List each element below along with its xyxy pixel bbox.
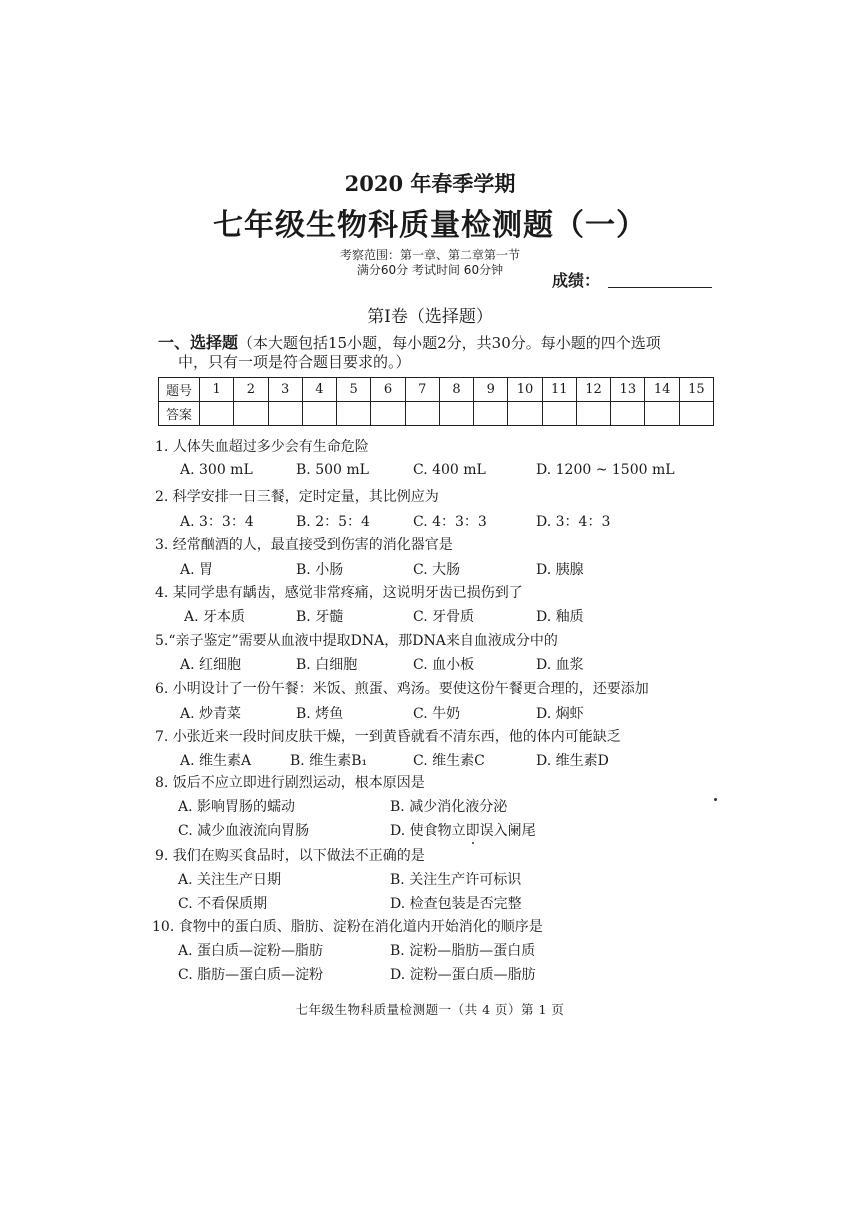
question-3-option-c: C. 大肠: [413, 562, 461, 578]
question-8-option-b: B. 减少消化液分泌: [390, 799, 508, 815]
question-8-stem: 8. 饭后不应立即进行剧烈运动，根本原因是: [155, 775, 425, 791]
question-9-option-c: C. 不看保质期: [178, 896, 268, 912]
question-9-option-a: A. 关注生产日期: [178, 872, 282, 888]
question-9-stem: 9. 我们在购买食品时，以下做法不正确的是: [155, 848, 425, 864]
question-3-option-b: B. 小肠: [296, 562, 344, 578]
question-5-stem: 5.“亲子鉴定”需要从血液中提取DNA，那DNA来自血液成分中的: [155, 633, 558, 649]
number-cell: 5: [337, 378, 371, 402]
question-2-option-d: D. 3：4：3: [536, 514, 611, 530]
answer-cell[interactable]: [405, 402, 439, 426]
question-6-option-c: C. 牛奶: [413, 706, 461, 722]
question-8-option-a: A. 影响胃肠的蠕动: [178, 799, 296, 815]
number-cell: 11: [542, 378, 576, 402]
answer-cell[interactable]: [645, 402, 679, 426]
number-cell: 6: [371, 378, 405, 402]
question-5-option-c: C. 血小板: [413, 657, 475, 673]
number-cell: 2: [234, 378, 268, 402]
question-3-stem: 3. 经常酗酒的人，最直接受到伤害的消化器官是: [155, 537, 453, 553]
question-4-stem: 4. 某同学患有龋齿，感觉非常疼痛，这说明牙齿已损伤到了: [155, 585, 523, 601]
question-2-stem: 2. 科学安排一日三餐，定时定量，其比例应为: [155, 489, 439, 505]
question-8-option-c: C. 减少血液流向胃肠: [178, 823, 310, 839]
question-9-option-b: B. 关注生产许可标识: [390, 872, 522, 888]
row-label-number: 题号: [159, 378, 200, 402]
number-cell: 12: [576, 378, 610, 402]
part-title: 第Ⅰ卷（选择题）: [367, 307, 493, 327]
question-4-option-c: C. 牙骨质: [413, 609, 475, 625]
answer-cell[interactable]: [439, 402, 473, 426]
section-label: 一、选择题: [158, 333, 239, 352]
question-9-option-d: D. 检查包装是否完整: [390, 896, 522, 912]
question-4-option-b: B. 牙髓: [296, 609, 344, 625]
question-1-option-c: C. 400 mL: [413, 462, 486, 478]
question-6-stem: 6. 小明设计了一份午餐：米饭、煎蛋、鸡汤。要使这份午餐更合理的，还要添加: [155, 681, 649, 697]
answer-cell[interactable]: [200, 402, 234, 426]
question-4-option-a: A. 牙本质: [184, 609, 246, 625]
number-cell: 15: [679, 378, 713, 402]
question-4-option-d: D. 釉质: [536, 609, 584, 625]
question-6-option-a: A. 炒青菜: [180, 706, 242, 722]
question-10-option-a: A. 蛋白质—淀粉—脂肪: [178, 943, 324, 959]
page-footer: 七年级生物科质量检测题一（共 4 页）第 1 页: [295, 1002, 565, 1017]
answer-table: [158, 377, 714, 426]
number-cell: 9: [474, 378, 508, 402]
question-5-option-a: A. 红细胞: [180, 657, 242, 673]
question-2-option-c: C. 4：3：3: [413, 514, 487, 530]
scan-speck: [472, 842, 474, 844]
page-title: 七年级生物科质量检测题（一）: [213, 208, 647, 243]
answer-cell[interactable]: [542, 402, 576, 426]
year-title: 2020 年春季学期: [344, 171, 516, 196]
exam-time-info: 满分60分 考试时间 60分钟: [356, 263, 504, 277]
answer-cell[interactable]: [234, 402, 268, 426]
question-3-option-d: D. 胰腺: [536, 562, 584, 578]
number-cell: 7: [405, 378, 439, 402]
question-5-option-d: D. 血浆: [536, 657, 584, 673]
row-label-answer: 答案: [159, 402, 200, 426]
question-10-option-b: B. 淀粉—脂肪—蛋白质: [390, 943, 536, 959]
number-cell: 10: [508, 378, 542, 402]
number-cell: 14: [645, 378, 679, 402]
section-instruction-2: 中，只有一项是符合题目要求的。）: [178, 353, 411, 371]
question-1-option-b: B. 500 mL: [296, 462, 369, 478]
question-5-option-b: B. 白细胞: [296, 657, 358, 673]
question-7-option-a: A. 维生素A: [180, 753, 252, 769]
score-label: 成绩：: [552, 271, 601, 290]
question-3-option-a: A. 胃: [180, 562, 214, 578]
question-2-option-a: A. 3：3：4: [180, 514, 254, 530]
answer-cell[interactable]: [268, 402, 302, 426]
question-7-stem: 7. 小张近来一段时间皮肤干燥，一到黄昏就看不清东西，他的体内可能缺乏: [155, 729, 621, 745]
question-6-option-b: B. 烤鱼: [296, 706, 344, 722]
question-1-option-d: D. 1200 ~ 1500 mL: [536, 462, 675, 478]
question-7-option-b: B. 维生素B₁: [290, 753, 368, 769]
answer-cell[interactable]: [576, 402, 610, 426]
answer-cell[interactable]: [611, 402, 645, 426]
section-heading: [158, 333, 718, 372]
number-cell: 8: [439, 378, 473, 402]
number-cell: 3: [268, 378, 302, 402]
question-10-stem: 10. 食物中的蛋白质、脂肪、淀粉在消化道内开始消化的顺序是: [152, 919, 543, 935]
exam-scope: 考察范围：第一章、第二章第一节: [339, 248, 520, 262]
answer-table-row-numbers: [159, 378, 714, 402]
question-6-option-d: D. 焖虾: [536, 706, 584, 722]
answer-cell[interactable]: [371, 402, 405, 426]
question-1-stem: 1. 人体失血超过多少会有生命危险: [155, 439, 369, 455]
number-cell: 13: [611, 378, 645, 402]
scan-speck: [714, 798, 717, 801]
number-cell: 4: [302, 378, 336, 402]
section-instruction-1: （本大题包括15小题，每小题2分，共30分。每小题的四个选项: [238, 334, 661, 352]
question-8-option-d: D. 使食物立即误入阑尾: [390, 823, 536, 839]
question-7-option-d: D. 维生素D: [536, 753, 609, 769]
answer-cell[interactable]: [474, 402, 508, 426]
answer-cell[interactable]: [302, 402, 336, 426]
answer-cell[interactable]: [337, 402, 371, 426]
question-1-option-a: A. 300 mL: [180, 462, 253, 478]
question-7-option-c: C. 维生素C: [413, 753, 485, 769]
question-2-option-b: B. 2：5：4: [296, 514, 370, 530]
answer-cell[interactable]: [508, 402, 542, 426]
score-blank-line: [608, 287, 712, 288]
number-cell: 1: [200, 378, 234, 402]
question-10-option-d: D. 淀粉—蛋白质—脂肪: [390, 967, 536, 983]
answer-table-row-answers: [159, 402, 714, 426]
question-10-option-c: C. 脂肪—蛋白质—淀粉: [178, 967, 324, 983]
answer-cell[interactable]: [679, 402, 713, 426]
